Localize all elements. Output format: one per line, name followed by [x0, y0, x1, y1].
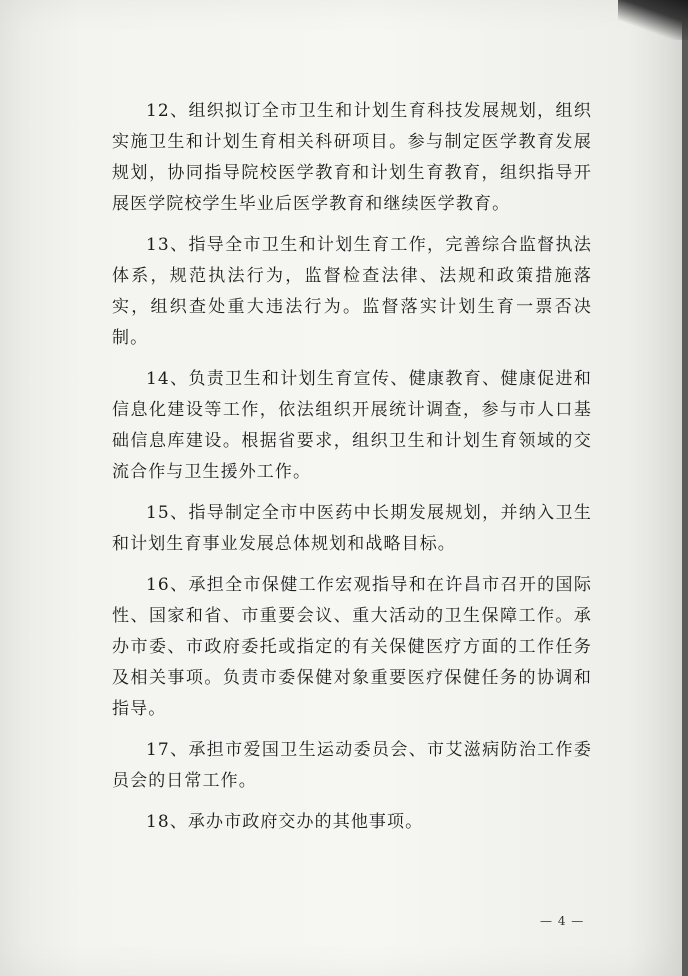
scan-corner-shadow [618, 0, 688, 40]
paragraph-14: 14、负责卫生和计划生育宣传、健康教育、健康促进和信息化建设等工作，依法组织开展统计调查，参与市人口基础信息库建设。根据省要求，组织卫生和计划生育领域的交流合作与卫生援外工作。 [112, 369, 592, 482]
page-number: — 4 — [540, 914, 585, 928]
paragraph-12: 12、组织拟订全市卫生和计划生育科技发展规划，组织实施卫生和计划生育相关科研项目。参与制定医学教育发展规划，协同指导院校医学教育和计划生育教育，组织指导开展医学院校学生毕业后医学教育和继续医学教育。 [112, 101, 592, 214]
document-body [112, 96, 592, 848]
paragraph-17: 17、承担市爱国卫生运动委员会、市艾滋病防治工作委员会的日常工作。 [112, 740, 592, 791]
paragraph-16: 16、承担全市保健工作宏观指导和在许昌市召开的国际性、国家和省、市重要会议、重大活动的卫生保障工作。承办市委、市政府委托或指定的有关保健医疗方面的工作任务及相关事项。负责市委保健对象重要医疗保健任务的协调和指导。 [112, 575, 592, 719]
paragraph-18: 18、承办市政府交办的其他事项。 [146, 812, 424, 832]
paragraph-13: 13、指导全市卫生和计划生育工作，完善综合监督执法体系，规范执法行为，监督检查法律、法规和政策措施落实，组织查处重大违法行为。监督落实计划生育一票否决制。 [112, 235, 592, 348]
paragraph-15: 15、指导制定全市中医药中长期发展规划，并纳入卫生和计划生育事业发展总体规划和战略目标。 [112, 503, 592, 554]
